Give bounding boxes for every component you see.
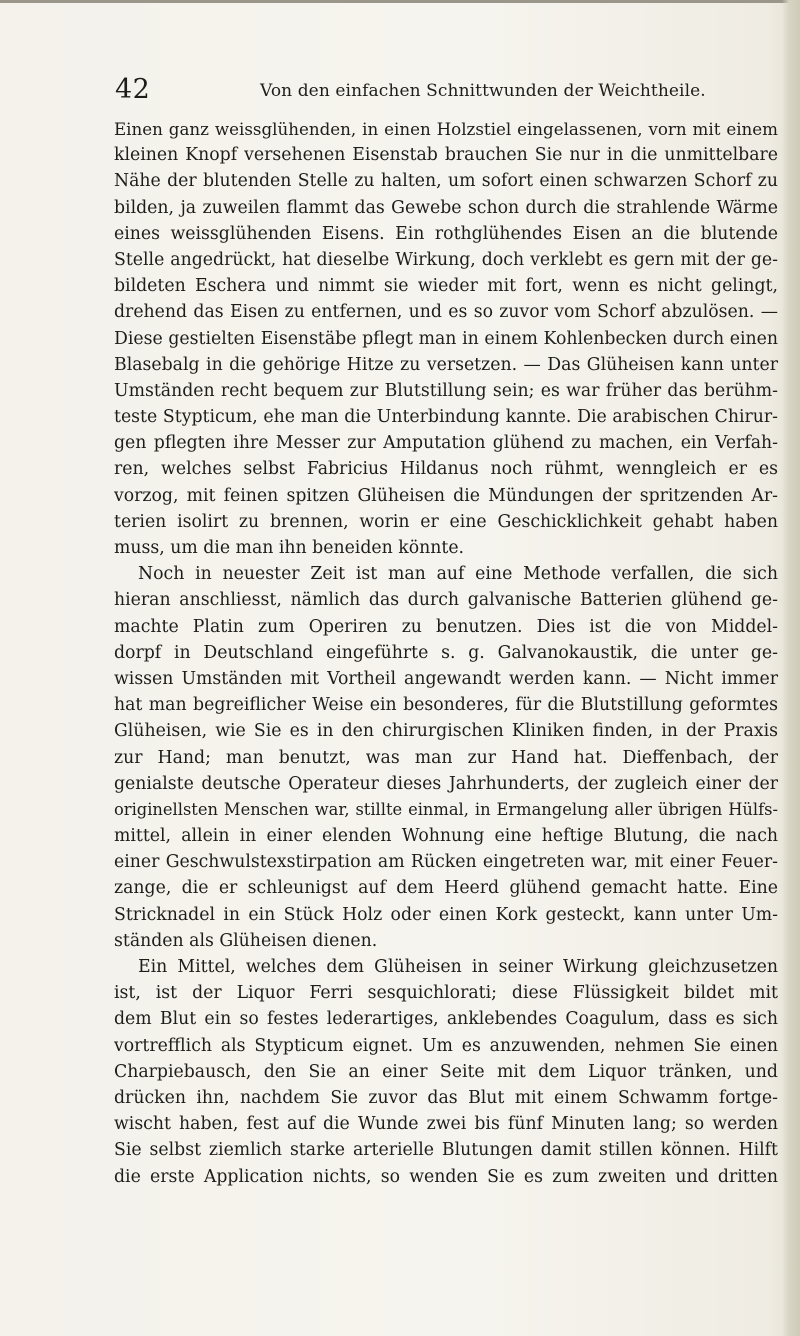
text-line: bilden, ja zuweilen flammt das Gewebe schon durch die strahlende Wärme <box>114 197 778 218</box>
text-line: mittel, allein in einer elenden Wohnung eine heftige Blutung, die nach <box>114 826 778 847</box>
text-line: ist, ist der Liquor Ferri sesquichlorati; diese Flüssigkeit bildet mit <box>114 983 778 1004</box>
page-gutter-shadow <box>782 0 800 1336</box>
text-line: Umständen recht bequem zur Blutstillung sein; es war früher das berühm- <box>114 380 778 401</box>
text-line: Blasebalg in die gehörige Hitze zu versetzen. — Das Glüheisen kann unter <box>114 354 778 375</box>
text-line: originellsten Menschen war, stillte einmal, in Ermangelung aller übrigen Hülfs- <box>114 799 778 819</box>
text-line: Sie selbst ziemlich starke arterielle Blutungen damit stillen können. Hilft <box>114 1140 778 1161</box>
text-line: dorpf in Deutschland eingeführte s. g. Galvanokaustik, die unter ge- <box>114 642 778 663</box>
text-line: zange, die er schleunigst auf dem Heerd glühend gemacht hatte. Eine <box>114 878 778 899</box>
text-line: Glüheisen, wie Sie es in den chirurgischen Kliniken finden, in der Praxis <box>114 721 778 742</box>
text-line: terien isolirt zu brennen, worin er eine Geschicklichkeit gehabt haben <box>114 511 778 532</box>
text-line: vortrefflich als Stypticum eignet. Um es anzuwenden, nehmen Sie einen <box>114 1035 778 1056</box>
body-text <box>114 116 778 1190</box>
running-head: Von den einfachen Schnittwunden der Weichtheile. <box>260 81 706 101</box>
text-line: genialste deutsche Operateur dieses Jahrhunderts, der zugleich einer der <box>114 773 778 794</box>
text-line: ständen als Glüheisen dienen. <box>114 930 378 951</box>
text-line: hieran anschliesst, nämlich das durch galvanische Batterien glühend ge- <box>114 590 778 611</box>
text-line: teste Stypticum, ehe man die Unterbindung kannte. Die arabischen Chirur- <box>114 407 778 428</box>
text-line: Nähe der blutenden Stelle zu halten, um sofort einen schwarzen Schorf zu <box>114 171 778 192</box>
text-line: muss, um die man ihn beneiden könnte. <box>114 538 465 558</box>
text-line: wischt haben, fest auf die Wunde zwei bis fünf Minuten lang; so werden <box>114 1114 778 1135</box>
text-line: hat man begreiflicher Weise ein besonderes, für die Blutstillung geformtes <box>114 695 778 716</box>
text-line: machte Platin zum Operiren zu benutzen. Dies ist die von Middel- <box>114 616 778 637</box>
text-line: wissen Umständen mit Vortheil angewandt werden kann. — Nicht immer <box>114 668 778 689</box>
text-line: eines weissglühenden Eisens. Ein rothglühendes Eisen an die blutende <box>114 223 778 244</box>
text-line: kleinen Knopf versehenen Eisenstab brauchen Sie nur in die unmittelbare <box>114 145 778 166</box>
text-line: einer Geschwulstexstirpation am Rücken eingetreten war, mit einer Feuer- <box>114 852 778 873</box>
text-line: drehend das Eisen zu entfernen, und es so zuvor vom Schorf abzulösen. — <box>114 302 778 323</box>
text-line: ren, welches selbst Fabricius Hildanus noch rühmt, wenngleich er es <box>114 459 778 480</box>
text-line: Stricknadel in ein Stück Holz oder einen Kork gesteckt, kann unter Um- <box>114 904 778 925</box>
text-line: drücken ihn, nachdem Sie zuvor das Blut mit einem Schwamm fortge- <box>114 1087 778 1108</box>
text-line: bildeten Eschera und nimmt sie wieder mit fort, wenn es nicht gelingt, <box>114 276 778 297</box>
text-line: Einen ganz weissglühenden, in einen Holzstiel eingelassenen, vorn mit einem <box>114 119 778 139</box>
text-line: gen pflegten ihre Messer zur Amputation glühend zu machen, ein Verfah- <box>114 433 778 454</box>
text-line: Stelle angedrückt, hat dieselbe Wirkung, doch verklebt es gern mit der ge- <box>114 249 778 270</box>
text-line: vorzog, mit feinen spitzen Glüheisen die Mündungen der spritzenden Ar- <box>114 485 778 506</box>
text-line: Diese gestielten Eisenstäbe pflegt man in einem Kohlenbecken durch einen <box>114 328 778 349</box>
text-line: Ein Mittel, welches dem Glüheisen in seiner Wirkung gleichzusetzen <box>138 957 778 977</box>
page-number: 42 <box>115 74 151 105</box>
text-line: zur Hand; man benutzt, was man zur Hand hat. Dieffenbach, der <box>114 747 778 768</box>
text-line: dem Blut ein so festes lederartiges, anklebendes Coagulum, dass es sich <box>114 1009 778 1030</box>
text-line: Noch in neuester Zeit ist man auf eine Methode verfallen, die sich <box>138 564 778 585</box>
text-line: Charpiebausch, den Sie an einer Seite mit dem Liquor tränken, und <box>114 1061 778 1082</box>
page-header <box>0 0 800 110</box>
text-line: die erste Application nichts, so wenden Sie es zum zweiten und dritten <box>114 1166 778 1187</box>
